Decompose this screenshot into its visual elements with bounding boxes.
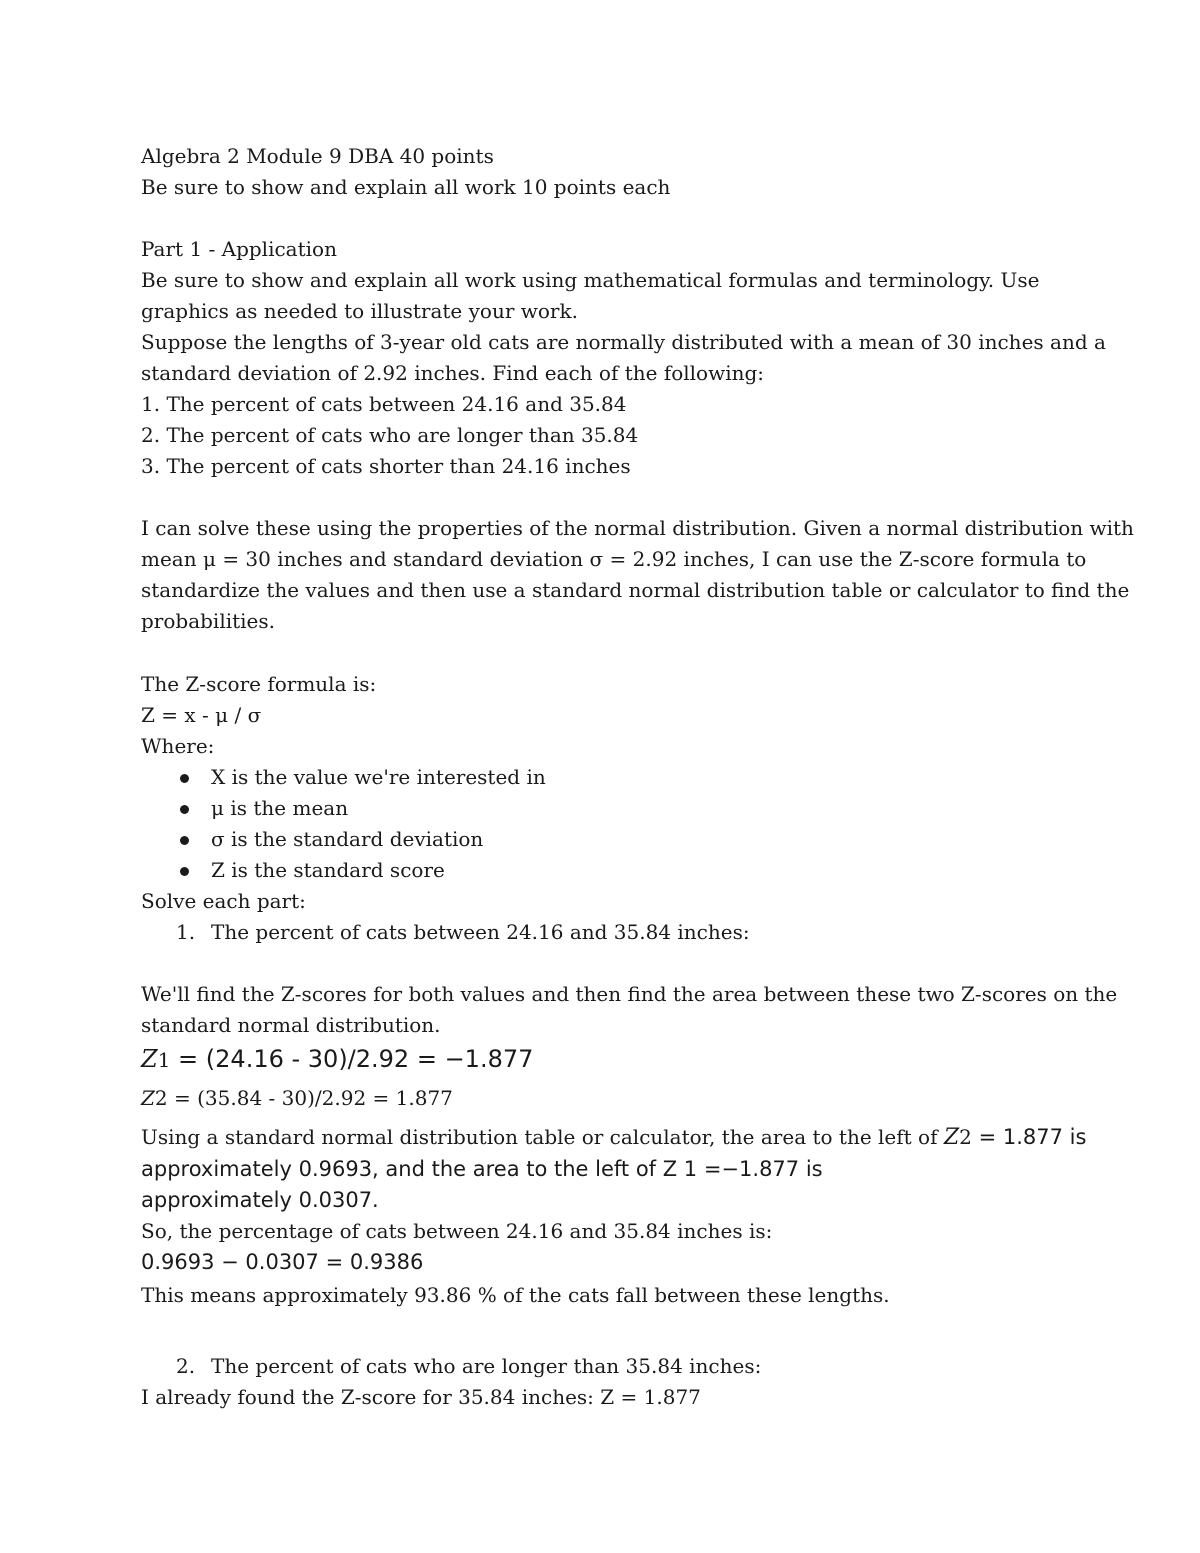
already-found-line: I already found the Z-score for 35.84 inches: Z = 1.877	[141, 1385, 701, 1409]
bullet-item: μ is the mean	[211, 796, 349, 820]
problem-line-2: standard deviation of 2.92 inches. Find each of the following:	[141, 361, 765, 385]
intro-line-2: graphics as needed to illustrate your work.	[141, 299, 578, 323]
approx-line-2: approximately 0.0307.	[141, 1188, 379, 1212]
bullet-marker	[174, 794, 194, 822]
using-line	[141, 1123, 1086, 1152]
bullet-item: σ is the standard deviation	[211, 827, 484, 851]
bullet-marker	[174, 763, 194, 791]
z1-symbol: Z	[141, 1045, 158, 1073]
bullet-item: X is the value we're interested in	[211, 765, 546, 789]
z2-symbol: Z	[141, 1086, 155, 1110]
calc-line: 0.9693 − 0.0307 = 0.9386	[141, 1250, 424, 1274]
find-line-1: We'll find the Z-scores for both values and then find the area between these two Z-scores on the	[141, 982, 1118, 1006]
question-3: 3. The percent of cats shorter than 24.16 inches	[141, 454, 631, 478]
solution-para-line-2: mean μ = 30 inches and standard deviation σ = 2.92 inches, I can use the Z-score formula to	[141, 547, 1087, 571]
solution-para-line-4: probabilities.	[141, 609, 276, 633]
z1-equation	[141, 1043, 533, 1076]
z1-expression: = (24.16 - 30)/2.92 = −1.877	[170, 1045, 534, 1073]
document-title: Algebra 2 Module 9 DBA 40 points	[141, 144, 494, 168]
question-2: 2. The percent of cats who are longer than 35.84	[141, 423, 639, 447]
z2-equation	[141, 1084, 453, 1112]
z2-subscript: 2	[154, 1086, 168, 1110]
using-z-symbol: Z	[943, 1125, 960, 1150]
z2-expression: = (35.84 - 30)/2.92 = 1.877	[167, 1086, 453, 1110]
zscore-formula: Z = x - μ / σ	[141, 703, 262, 727]
problem-line-1: Suppose the lengths of 3-year old cats are normally distributed with a mean of 30 inches and a	[141, 330, 1106, 354]
intro-line-1: Be sure to show and explain all work using mathematical formulas and terminology. Use	[141, 268, 1040, 292]
solve-each-label: Solve each part:	[141, 889, 306, 913]
using-tail: = 1.877 is	[971, 1125, 1087, 1149]
bullet-item: Z is the standard score	[211, 858, 445, 882]
part1-title: The percent of cats between 24.16 and 35.84 inches:	[211, 920, 750, 944]
find-line-2: standard normal distribution.	[141, 1013, 441, 1037]
solution-para-line-3: standardize the values and then use a standard normal distribution table or calculator to find the	[141, 578, 1130, 602]
using-text: Using a standard normal distribution table or calculator, the area to the left of	[141, 1125, 944, 1149]
approx-line-1: approximately 0.9693, and the area to the left of Z 1 =−1.877 is	[141, 1157, 823, 1181]
bullet-marker	[174, 856, 194, 884]
question-1: 1. The percent of cats between 24.16 and 35.84	[141, 392, 627, 416]
part1-number: 1.	[176, 920, 196, 944]
part2-number: 2.	[176, 1354, 196, 1378]
where-label: Where:	[141, 734, 215, 758]
using-z-subscript: 2	[959, 1125, 972, 1149]
bullet-marker	[174, 825, 194, 853]
solution-para-line-1: I can solve these using the properties of the normal distribution. Given a normal distribution with	[141, 516, 1134, 540]
means-line: This means approximately 93.86 % of the cats fall between these lengths.	[141, 1283, 890, 1307]
part2-title: The percent of cats who are longer than 35.84 inches:	[211, 1354, 762, 1378]
part1-heading: Part 1 - Application	[141, 237, 337, 261]
instruction-line: Be sure to show and explain all work 10 points each	[141, 175, 671, 199]
formula-intro: The Z-score formula is:	[141, 672, 377, 696]
so-line: So, the percentage of cats between 24.16 and 35.84 inches is:	[141, 1219, 773, 1243]
z1-subscript: 1	[157, 1048, 171, 1072]
